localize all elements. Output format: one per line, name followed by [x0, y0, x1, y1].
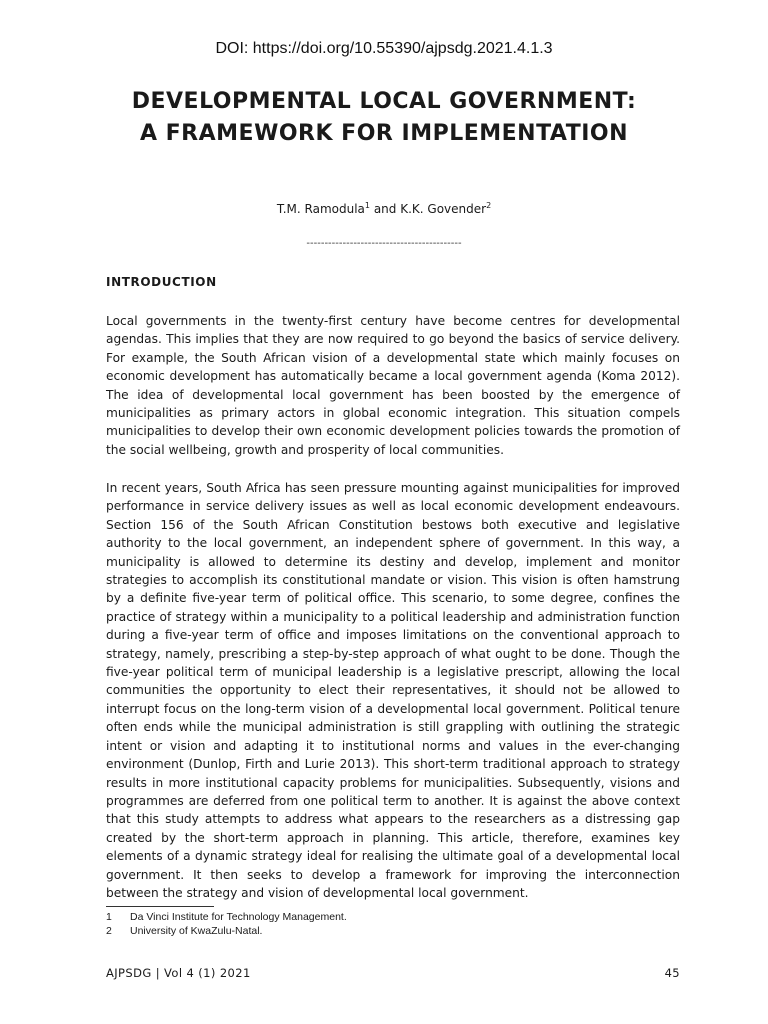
section-heading-introduction: INTRODUCTION — [106, 275, 217, 289]
title-line-2: A FRAMEWORK FOR IMPLEMENTATION — [139, 121, 629, 146]
footnote-text: University of KwaZulu-Natal. — [130, 925, 263, 937]
page-number: 45 — [664, 966, 680, 980]
article-title — [60, 86, 708, 150]
footnote-text: Da Vinci Institute for Technology Management. — [130, 911, 347, 923]
footnote-number: 2 — [106, 925, 112, 937]
footnote-number: 1 — [106, 911, 112, 923]
author-line — [0, 202, 768, 216]
author-2: K.K. Govender — [400, 202, 487, 216]
journal-citation: AJPSDG | Vol 4 (1) 2021 — [106, 966, 251, 980]
footnote-1 — [106, 910, 680, 924]
author-1: T.M. Ramodula — [276, 202, 365, 216]
dashed-divider: ------------------------------------------- — [306, 238, 462, 249]
footnote-rule — [106, 906, 214, 907]
author-2-footnote-mark: 2 — [486, 201, 492, 210]
footnotes — [106, 910, 680, 938]
body-paragraph-1: Local governments in the twenty-first century have become centres for developmental agendas. This implies that they are now required to go beyond the basics of service delivery. For example, the South African vision of a developmental state which mainly focuses on economic development has automatically became a local government agenda (Koma 2012). The idea of developmental local government has been boosted by the emergence of municipalities as primary actors in global economic integration. This situation compels municipalities to develop their own economic development policies towards the promotion of the social wellbeing, growth and prosperity of local communities. — [106, 314, 680, 457]
footnote-2 — [106, 924, 680, 938]
doi-line: DOI: https://doi.org/10.55390/ajpsdg.2021.4.1.3 — [215, 40, 553, 57]
author-conjunction: and — [370, 202, 401, 216]
author-1-footnote-mark: 1 — [364, 201, 370, 210]
body-paragraph-2: In recent years, South Africa has seen pressure mounting against municipalities for improved performance in service delivery issues as well as local economic development endeavours. Section 156 of the South African Constitution bestows both executive and legislative authority to the local government, an independent sphere of government. In this way, a municipality is allowed to determine its destiny and develop, implement and monitor strategies to accomplish its constitutional mandate or vision. This vision is often hamstrung by a definite five-year term of political office. This scenario, to some degree, confines the practice of strategy within a municipality to a political leadership and administration function during a five-year term of office and imposes limitations on the conventional approach to strategy, namely, prescribing a step-by-step approach of what ought to be done. Though the five-year political term of municipal leadership is a legislative prescript, allowing the local communities the opportunity to elect their representatives, it should not be allowed to interrupt focus on the long-term vision of a developmental local government. Political tenure often ends while the municipal administration is still grappling with outlining the strategic intent or vision and adapting it to institutional norms and values in the ever-changing environment (Dunlop, Firth and Lurie 2013). This short-term traditional approach to strategy results in more institutional capacity problems for municipalities. Subsequently, visions and programmes are deferred from one political term to another. It is against the above context that this study attempts to address what appears to the researchers as a distressing gap created by the short-term approach in planning. This article, therefore, examines key elements of a dynamic strategy ideal for realising the ultimate goal of a developmental local government. It then seeks to develop a framework for improving the interconnection between the strategy and vision of developmental local government. — [106, 481, 680, 900]
title-line-1: DEVELOPMENTAL LOCAL GOVERNMENT: — [131, 89, 637, 114]
